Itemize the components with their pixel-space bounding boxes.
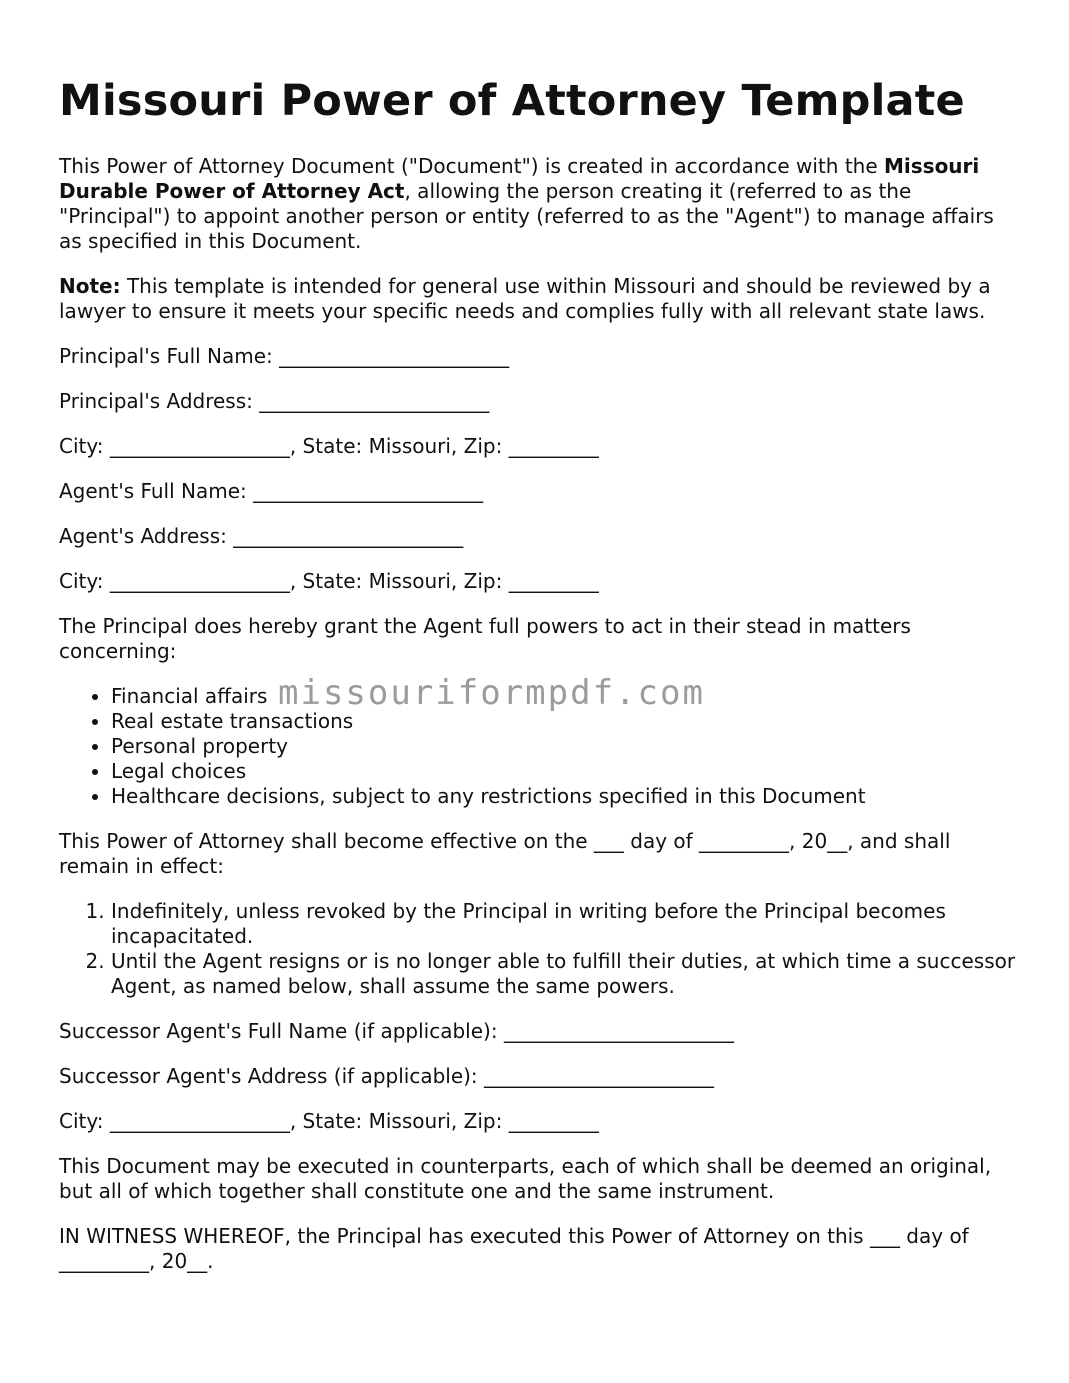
agent-address-field: Agent's Address: _______________________: [59, 524, 464, 548]
effective-list: [59, 899, 1019, 999]
list-item: • Personal property: [111, 734, 1019, 759]
watermark: missouriformpdf.com: [278, 673, 705, 713]
effective-intro: This Power of Attorney shall become effective on the ___ day of _________, 20__, and shall remain in effect:: [59, 829, 951, 878]
page-title: Missouri Power of Attorney Template: [59, 76, 965, 126]
list-item: • Legal choices: [111, 759, 1019, 784]
intro-paragraph: [59, 154, 1019, 254]
witness-paragraph: IN WITNESS WHEREOF, the Principal has executed this Power of Attorney on this ___ day of _________, 20__.: [59, 1224, 969, 1273]
list-item: • Real estate transactions: [111, 709, 1019, 734]
note-paragraph: [59, 274, 1019, 324]
principal-address-field: Principal's Address: _______________________: [59, 389, 490, 413]
list-item: 2. Until the Agent resigns or is no longer able to fulfill their duties, at which time a successor Agent, as named below, shall assume the same powers.: [111, 949, 1019, 999]
list-item: • Financial affairs: [111, 684, 1019, 709]
successor-address-field: Successor Agent's Address (if applicable): _______________________: [59, 1064, 715, 1088]
agent-city-field: City: __________________, State: Missouri, Zip: _________: [59, 569, 599, 593]
list-item: 1. Indefinitely, unless revoked by the Principal in writing before the Principal becomes incapacitated.: [111, 899, 1019, 949]
agent-name-field: Agent's Full Name: _______________________: [59, 479, 484, 503]
act-name: Missouri Durable Power of Attorney Act: [59, 154, 980, 203]
note-label: Note:: [59, 274, 121, 298]
principal-city-field: City: __________________, State: Missouri, Zip: _________: [59, 434, 599, 458]
principal-name-field: Principal's Full Name: _______________________: [59, 344, 510, 368]
successor-city-field: City: __________________, State: Missouri, Zip: _________: [59, 1109, 599, 1133]
counterparts-paragraph: This Document may be executed in counterparts, each of which shall be deemed an original, but all of which together shall constitute one and the same instrument.: [59, 1154, 992, 1203]
powers-intro: The Principal does hereby grant the Agent full powers to act in their stead in matters concerning:: [59, 614, 911, 663]
intro-text-1: This Power of Attorney Document ("Document") is created in accordance with the: [59, 154, 884, 178]
intro-text-2: , allowing the person creating it (referred to as the "Principal") to appoint another person or entity (referred to as the "Agent") to manage affairs as specified in this Document.: [59, 179, 994, 253]
successor-name-field: Successor Agent's Full Name (if applicable): _______________________: [59, 1019, 734, 1043]
note-text: This template is intended for general use within Missouri and should be reviewed by a lawyer to ensure it meets your specific needs and complies fully with all relevant state laws.: [59, 274, 991, 323]
list-item: • Healthcare decisions, subject to any restrictions specified in this Document: [111, 784, 1019, 809]
